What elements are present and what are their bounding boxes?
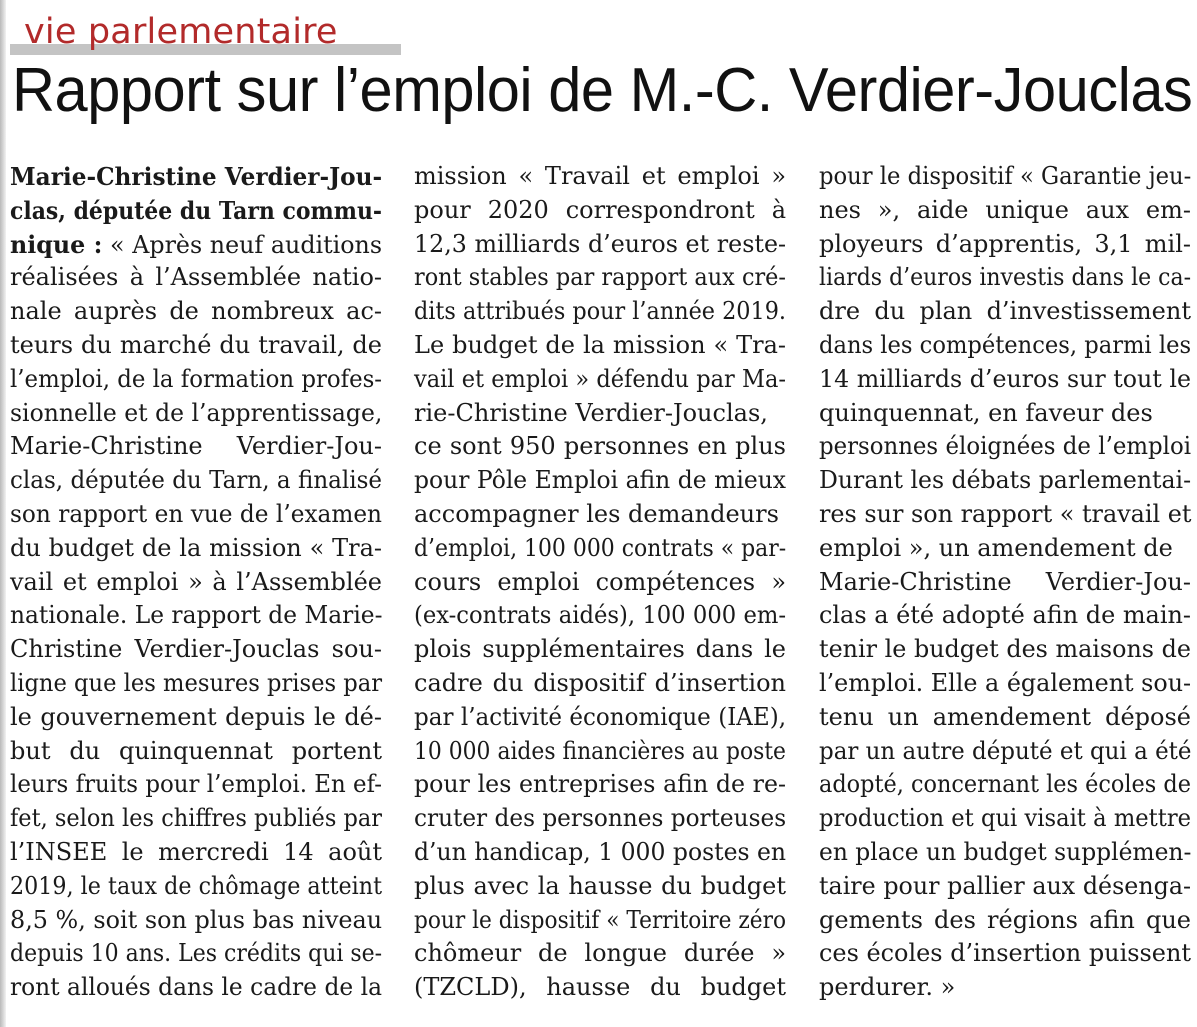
article-text: Marie-Christine Verdier-Jou- (819, 567, 1191, 596)
article-text: vail et emploi » à l’Assemblée (10, 567, 382, 596)
article-line (819, 870, 1191, 904)
article-line (819, 667, 1191, 701)
article-text: ligne que les mesures prises par (10, 668, 383, 697)
article-line (10, 160, 382, 194)
article-line (10, 904, 382, 938)
article-line (10, 532, 382, 566)
article-line (10, 329, 382, 363)
rubric-label: vie parlementaire (24, 12, 338, 52)
article-text: cruter des personnes porteuses (414, 804, 787, 833)
article-text: adopté, concernant les écoles de (819, 770, 1191, 799)
article-line (10, 836, 382, 870)
article-line (819, 532, 1191, 566)
article-line (414, 363, 786, 397)
article-line (414, 397, 786, 431)
article-text: pour le dispositif « Territoire zéro (414, 905, 786, 934)
article-line (819, 802, 1191, 836)
article-line (10, 228, 382, 262)
article-line (819, 904, 1191, 938)
article-line (819, 464, 1191, 498)
article-line (10, 633, 382, 667)
article-line (819, 971, 1191, 1005)
article-text: 8,5 %, soit son plus bas niveau (10, 905, 383, 934)
article-text: leurs fruits pour l’emploi. En ef- (10, 770, 382, 799)
article-text: (TZCLD), hausse du budget (414, 973, 786, 1002)
article-text: clas a été adopté afin de main- (819, 601, 1191, 630)
article-line (414, 261, 786, 295)
article-line (10, 498, 382, 532)
article-column-3 (819, 160, 1191, 1005)
article-text: gements des régions afin que (819, 905, 1191, 934)
article-column-2 (414, 160, 786, 1005)
article-line (414, 464, 786, 498)
article-line (819, 701, 1191, 735)
article-text: liards d’euros investis dans le ca- (819, 263, 1192, 292)
article-text: sionnelle et de l’apprentissage, (10, 398, 383, 427)
article-text: fet, selon les chiffres publiés par (10, 804, 383, 833)
article-line (819, 228, 1191, 262)
article-line (819, 937, 1191, 971)
article-line (414, 735, 786, 769)
article-line (414, 836, 786, 870)
article-line (819, 397, 1191, 431)
article-line (819, 363, 1191, 397)
article-text: 10 000 aides financières au poste (414, 736, 786, 765)
article-text: perdurer. » (819, 973, 956, 1002)
article-line (10, 667, 382, 701)
article-text: ront stables par rapport aux cré- (414, 263, 786, 292)
article-line (10, 261, 382, 295)
article-line (819, 566, 1191, 600)
article-line (10, 566, 382, 600)
article-text: mission « Travail et emploi » (414, 162, 786, 190)
article-lead-text: Marie-Christine Verdier-Jou- (10, 162, 383, 191)
article-line (414, 768, 786, 802)
article-text: ces écoles d’insertion puissent (819, 939, 1191, 968)
article-text: dans les compétences, parmi les (819, 330, 1192, 359)
article-line (819, 599, 1191, 633)
article-text: tenir le budget des maisons de (819, 635, 1191, 664)
article-line (10, 768, 382, 802)
page-edge-shadow (0, 0, 6, 1027)
article-text: vail et emploi » défendu par Ma- (414, 364, 786, 393)
article-text: chômeur de longue durée » (414, 939, 786, 968)
article-text: 14 milliards d’euros sur tout le (819, 364, 1191, 393)
article-text: nale auprès de nombreux ac- (10, 297, 382, 326)
article-text: du budget de la mission « Tra- (10, 533, 382, 562)
article-text: rie-Christine Verdier-Jouclas, (414, 398, 768, 427)
article-text: plus avec la hausse du budget (414, 871, 786, 900)
article-line (819, 498, 1191, 532)
article-text: 2019, le taux de chômage atteint (10, 871, 383, 900)
article-text: dits attribués pour l’année 2019. (414, 297, 786, 326)
article-line (414, 160, 786, 194)
article-line (819, 633, 1191, 667)
article-text: quinquennat, en faveur des (819, 398, 1153, 427)
article-text: par un autre député et qui a été (819, 736, 1192, 765)
article-line (10, 870, 382, 904)
article-line (414, 667, 786, 701)
article-text: l’emploi, de la formation profes- (10, 364, 383, 393)
article-text: nationale. Le rapport de Marie- (10, 601, 383, 630)
article-line (414, 701, 786, 735)
article-text: pour 2020 correspondront à (414, 195, 786, 224)
article-line (10, 937, 382, 971)
article-line (414, 498, 786, 532)
article-text: cadre du dispositif d’insertion (414, 668, 786, 697)
article-line (819, 261, 1191, 295)
article-line (819, 194, 1191, 228)
article-text: plois supplémentaires dans le (414, 635, 786, 664)
article-text: l’INSEE le mercredi 14 août (10, 837, 382, 866)
article-line (10, 363, 382, 397)
article-text: Le budget de la mission « Tra- (414, 330, 786, 359)
article-text: depuis 10 ans. Les crédits qui se- (10, 939, 383, 968)
article-line (10, 397, 382, 431)
article-text: 12,3 milliards d’euros et reste- (414, 229, 787, 258)
article-line (10, 295, 382, 329)
article-line (10, 701, 382, 735)
article-line (10, 464, 382, 498)
article-line (819, 836, 1191, 870)
article-text: personnes éloignées de l’emploi (819, 432, 1191, 461)
article-line (10, 599, 382, 633)
article-text: but du quinquennat portent (10, 736, 382, 765)
article-text: clas, députée du Tarn, a finalisé (10, 466, 383, 495)
article-text: taire pour pallier aux désenga- (819, 871, 1192, 900)
article-text: en place un budget supplémen- (819, 837, 1192, 866)
article-line (819, 295, 1191, 329)
article-line (819, 160, 1191, 194)
article-text: d’emploi, 100 000 contrats « par- (414, 533, 787, 562)
article-text: par l’activité économique (IAE), (414, 702, 787, 731)
article-text: son rapport en vue de l’examen (10, 499, 382, 528)
article-line (10, 802, 382, 836)
article-line (819, 329, 1191, 363)
article-line (10, 971, 382, 1005)
article-line (10, 735, 382, 769)
article-lead-text: clas, députée du Tarn commu- (10, 195, 382, 225)
article-line (414, 971, 786, 1005)
article-line (414, 430, 786, 464)
article-text: Durant les débats parlementai- (819, 466, 1192, 495)
article-line (414, 329, 786, 363)
article-line (414, 532, 786, 566)
article-line (414, 228, 786, 262)
article-line (414, 904, 786, 938)
article-lead-text: nique : (10, 229, 103, 259)
article-line (414, 633, 786, 667)
article-line (819, 735, 1191, 769)
article-line (414, 295, 786, 329)
article-text: nes », aide unique aux em- (819, 195, 1191, 224)
article-line (819, 430, 1191, 464)
article-text: pour le dispositif « Garantie jeu- (819, 162, 1192, 190)
article-column-1 (10, 160, 382, 1005)
article-text: accompagner les demandeurs (414, 499, 779, 528)
article-line (414, 194, 786, 228)
article-line (414, 566, 786, 600)
article-line (10, 430, 382, 464)
headline: Rapport sur l’emploi de M.-C. Verdier-Jouclas (12, 56, 1193, 125)
article-line (10, 194, 382, 228)
article-text: l’emploi. Elle a également sou- (819, 668, 1192, 697)
article-line (414, 802, 786, 836)
article-text: pour Pôle Emploi afin de mieux (414, 466, 787, 495)
article-line (414, 870, 786, 904)
article-text: (ex-contrats aidés), 100 000 em- (414, 601, 787, 630)
article-text: teurs du marché du travail, de (10, 330, 382, 359)
article-text: ployeurs d’apprentis, 3,1 mil- (819, 229, 1191, 258)
article-text: Christine Verdier-Jouclas sou- (10, 635, 382, 664)
article-text: le gouvernement depuis le dé- (10, 702, 382, 731)
article-text: emploi », un amendement de (819, 533, 1173, 562)
article-text: ce sont 950 personnes en plus (414, 432, 786, 461)
article-text: d’un handicap, 1 000 postes en (414, 837, 787, 866)
article-text: tenu un amendement déposé (819, 702, 1191, 731)
article-text: cours emploi compétences » (414, 567, 786, 596)
article-text: « Après neuf auditions (102, 230, 383, 259)
article-text: pour les entreprises afin de re- (414, 770, 786, 799)
article-text: dre du plan d’investissement (819, 297, 1191, 326)
article-text: Marie-Christine Verdier-Jou- (10, 432, 382, 461)
article-line (414, 937, 786, 971)
article-line (414, 599, 786, 633)
article-text: réalisées à l’Assemblée natio- (10, 263, 382, 292)
article-text: production et qui visait à mettre (819, 804, 1192, 833)
article-text: res sur son rapport « travail et (819, 499, 1192, 528)
article-text: ront alloués dans le cadre de la (10, 973, 383, 1002)
article-line (819, 768, 1191, 802)
